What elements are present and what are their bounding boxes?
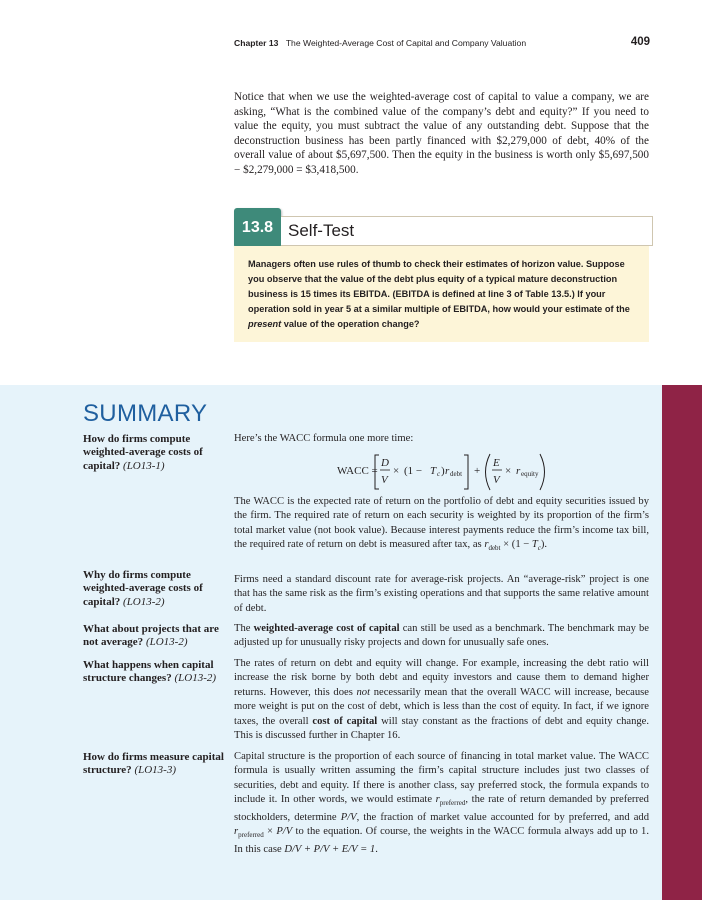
summary-heading: SUMMARY <box>83 400 208 427</box>
summary-question-1: How do firms compute weighted-average costs of capital? (LO13-1) <box>83 433 203 472</box>
svg-text:equity: equity <box>521 470 539 478</box>
summary-answer-1-intro: Here’s the WACC formula one more time: <box>234 433 414 444</box>
summary-question-2: Why do firms compute weighted-average costs of capital? (LO13-2) <box>83 569 203 608</box>
wacc-formula-graphic <box>337 452 577 494</box>
intro-paragraph: Notice that when we use the weighted-average cost of capital to value a company, we are asking, “What is the combined value of the company’s debt and equity?” If you need to value the equity, you must subtract the value of any outstanding debt. Suppose that the deconstruction business has been partly financed with $2,279,000 of debt, 40% of the overall value of about $5,697,500. Then the equity in the business is worth only $5,697,500 − $2,279,000 = $3,418,500. <box>234 91 649 176</box>
running-header <box>234 38 650 48</box>
svg-text:E: E <box>493 457 500 469</box>
summary-question-4: What happens when capital structure changes? (LO13-2) <box>83 659 217 685</box>
page-number: 409 <box>630 36 650 48</box>
summary-answer-4: The rates of return on debt and equity will change. For example, increasing the debt ratio will increase the risk borne by both debt and equity investors and cause them to demand higher returns. However, this does not necessarily mean that the overall WACC will increase, because more weight is put on the cost of debt, which is less than the cost of equity. In fact, if we ignore taxes, the overall cost of capital will stay constant as the fractions of debt and equity change. This is discussed further in Chapter 16. <box>234 658 650 742</box>
svg-text:r: r <box>516 465 521 477</box>
svg-text:+: + <box>474 465 481 477</box>
svg-text:debt: debt <box>450 470 463 478</box>
svg-text:×: × <box>393 465 400 477</box>
summary-answer-2: Firms need a standard discount rate for average-risk projects. An “average-risk” project is one that has the same risk as the firm’s existing operations and that supports the same relative amount of debt. <box>234 574 649 614</box>
svg-text:r: r <box>445 465 450 477</box>
chapter-title: The Weighted-Average Cost of Capital and Company Valuation <box>285 38 527 48</box>
summary-question-5: How do firms measure capital structure? (LO13-3) <box>83 751 224 777</box>
svg-text:(1 −: (1 − <box>404 465 423 477</box>
svg-text:): ) <box>441 465 445 477</box>
self-test-header <box>234 210 653 247</box>
wacc-formula <box>337 452 577 494</box>
svg-text:V: V <box>493 474 500 486</box>
self-test-number: 13.8 <box>234 208 281 248</box>
summary-answer-3: The weighted-average cost of capital can still be used as a benchmark. The benchmark may be adjusted up for unusually risky projects and down for unusually safe ones. <box>234 623 650 649</box>
svg-text:c: c <box>437 470 441 478</box>
svg-text:V: V <box>381 474 388 486</box>
summary-answer-1-body: The WACC is the expected rate of return on the portfolio of debt and equity securities issued by the firm. The required rate of return on each security is weighted by its proportion of the firm’s total market value (not book value). Because interest payments reduce the firm’s income tax bill, the required rate of return on debt is measured after tax, as $r_{debt} \times (1 - T_c)$. <box>234 496 649 553</box>
summary-question-3: What about projects that are not average? (LO13-2) <box>83 623 219 649</box>
svg-text:WACC =: WACC = <box>337 465 378 477</box>
self-test-title: Self-Test <box>281 216 653 246</box>
svg-text:D: D <box>381 457 389 469</box>
self-test-body <box>234 246 649 342</box>
chapter-label: Chapter 13 <box>234 38 279 48</box>
svg-text:×: × <box>505 465 512 477</box>
summary-answer-5: Capital structure is the proportion of each source of financing in total market value. The WACC formula is usually written assuming the firm’s capital structure includes just two classes of securities, debt and equity. If there is another class, say preferred stock, the formula expands to include it. In other words, we would estimate $r_{preferred}$, the rate of return demanded by preferred stockholders, determine P/V, the fraction of market value accounted for by preferred, and add $r_{preferred} \times P/V$ to the equation. Of course, the weights in the WACC formula always add up to 1. In this case D/V + P/V + E/V = 1. <box>234 751 649 855</box>
svg-text:T: T <box>430 465 437 477</box>
self-test-text: Managers often use rules of thumb to check their estimates of horizon value. Suppose you observe that the value of the debt plus equity of a typical mature deconstruction business is 15 times its EBITDA. (EBITDA is defined at line 3 of Table 13.5.) If your operation sold in year 5 at a similar multiple of EBITDA, how would your estimate of the present value of the operation change? <box>248 259 630 330</box>
sidebar-accent <box>662 385 702 900</box>
